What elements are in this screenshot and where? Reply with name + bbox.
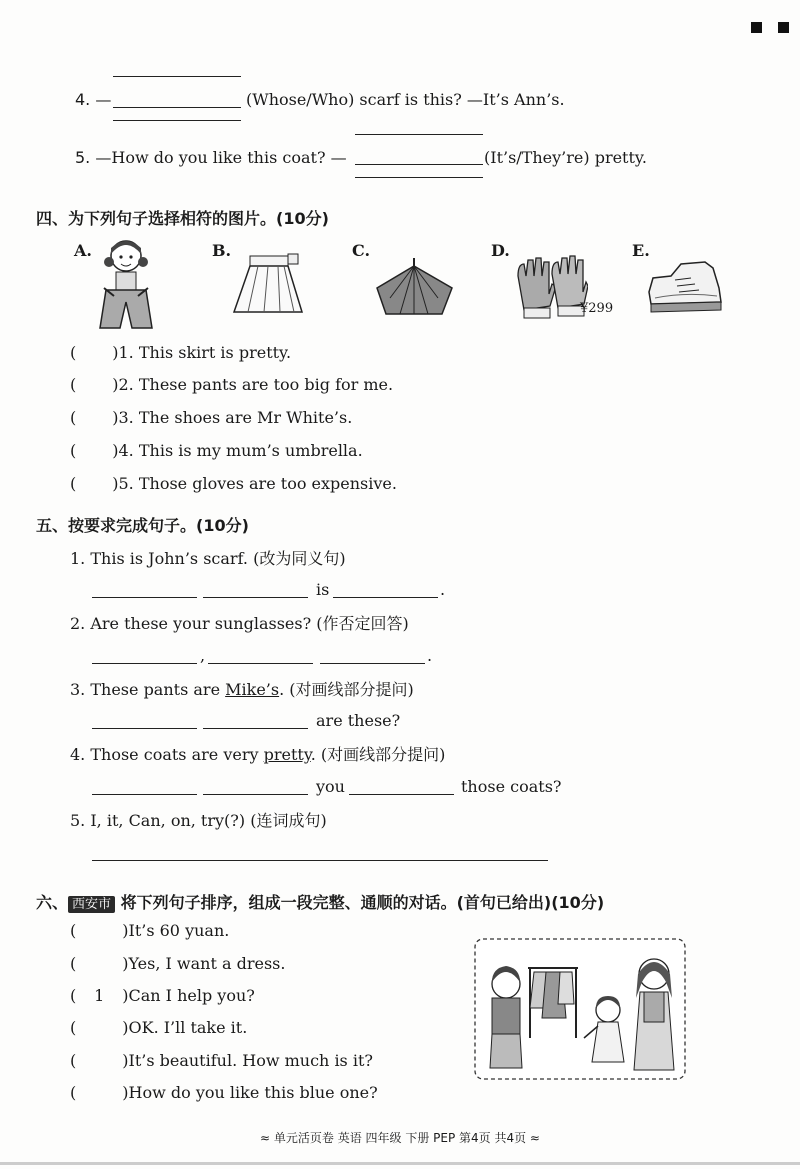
fill-punct: . (440, 580, 446, 599)
section-4-title: 四、为下列句子选择相符的图片。(10分) (36, 209, 329, 228)
answer-line[interactable] (113, 107, 241, 108)
corner-mark (751, 22, 762, 33)
skirt-picture (232, 252, 304, 320)
answer-line[interactable] (208, 663, 313, 664)
q6-item: ( )OK. I’ll take it. (70, 1018, 248, 1037)
fill-punct: , (200, 646, 206, 665)
q4-item: ( )5. Those gloves are too expensive. (70, 474, 397, 493)
q5-item-1-prompt: 1. This is John’s scarf. (改为同义句) (70, 549, 346, 568)
answer-line[interactable] (355, 164, 483, 165)
q5-item-5-prompt: 5. I, it, Can, on, try(?) (连词成句) (70, 811, 327, 830)
q4-item: ( )1. This skirt is pretty. (70, 343, 292, 362)
option-b-label: B. (212, 241, 232, 260)
q5-item-4-prompt: 4. Those coats are very pretty. (对画线部分提问) (70, 745, 446, 764)
answer-line[interactable] (349, 794, 454, 795)
q5-item-2-prompt: 2. Are these your sunglasses? (作否定回答) (70, 614, 409, 633)
q4-item: ( )4. This is my mum’s umbrella. (70, 441, 363, 460)
option-a-label: A. (74, 241, 92, 260)
answer-line[interactable] (203, 597, 308, 598)
answer-line[interactable] (203, 794, 308, 795)
section-6-title: 六、 西安市 将下列句子排序，组成一段完整、通顺的对话。(首句已给出)(10分) (36, 893, 605, 912)
option-e-label: E. (632, 241, 650, 260)
fill-word: are these? (316, 711, 401, 730)
fill-punct: . (427, 646, 433, 665)
corner-mark (778, 22, 789, 33)
region-tag: 西安市 (68, 896, 115, 913)
q6-item: ( 1 )Can I help you? (70, 986, 255, 1005)
answer-line[interactable] (92, 663, 197, 664)
answer-line[interactable] (92, 728, 197, 729)
girl-big-pants-picture (96, 236, 158, 334)
price-tag: ¥299 (580, 301, 614, 316)
umbrella-picture (372, 258, 458, 318)
q4-item: ( )3. The shoes are Mr White’s. (70, 408, 353, 427)
q4-item: ( )2. These pants are too big for me. (70, 375, 394, 394)
answer-line[interactable] (92, 860, 548, 861)
answer-line[interactable] (320, 663, 425, 664)
option-d-label: D. (491, 241, 510, 260)
answer-line[interactable] (355, 134, 483, 135)
q3-item-5-suffix: (It’s/They’re) pretty. (484, 148, 647, 167)
q6-item: ( )Yes, I want a dress. (70, 954, 286, 973)
q6-item: ( )How do you like this blue one? (70, 1083, 378, 1102)
page-footer: ≈ 单元活页卷 英语 四年级 下册 PEP 第4页 共4页 ≈ (260, 1131, 540, 1145)
q6-item: ( )It’s beautiful. How much is it? (70, 1051, 373, 1070)
section-5-title: 五、按要求完成句子。(10分) (36, 516, 249, 535)
q3-item-5: 5. —How do you like this coat? — (75, 148, 347, 167)
option-c-label: C. (352, 241, 371, 260)
answer-line[interactable] (333, 597, 438, 598)
answer-line[interactable] (203, 728, 308, 729)
answer-line[interactable] (113, 76, 241, 77)
divider (0, 1162, 800, 1165)
fill-word: you (316, 777, 345, 796)
clothes-shop-picture (474, 938, 686, 1080)
answer-line[interactable] (113, 120, 241, 121)
fill-word: those coats? (461, 777, 562, 796)
fill-word: is (316, 580, 330, 599)
gloves-picture (512, 254, 588, 322)
answer-line[interactable] (355, 177, 483, 178)
q3-item-4-text: (Whose/Who) scarf is this? —It’s Ann’s. (246, 90, 565, 109)
q6-item: ( )It’s 60 yuan. (70, 921, 230, 940)
answer-line[interactable] (92, 597, 197, 598)
answer-line[interactable] (92, 794, 197, 795)
q5-item-3-prompt: 3. These pants are Mike’s. (对画线部分提问) (70, 680, 414, 699)
q3-item-4: 4. — (75, 90, 112, 109)
shoes-picture (645, 258, 725, 316)
order-blank[interactable]: 1 (94, 986, 105, 1005)
